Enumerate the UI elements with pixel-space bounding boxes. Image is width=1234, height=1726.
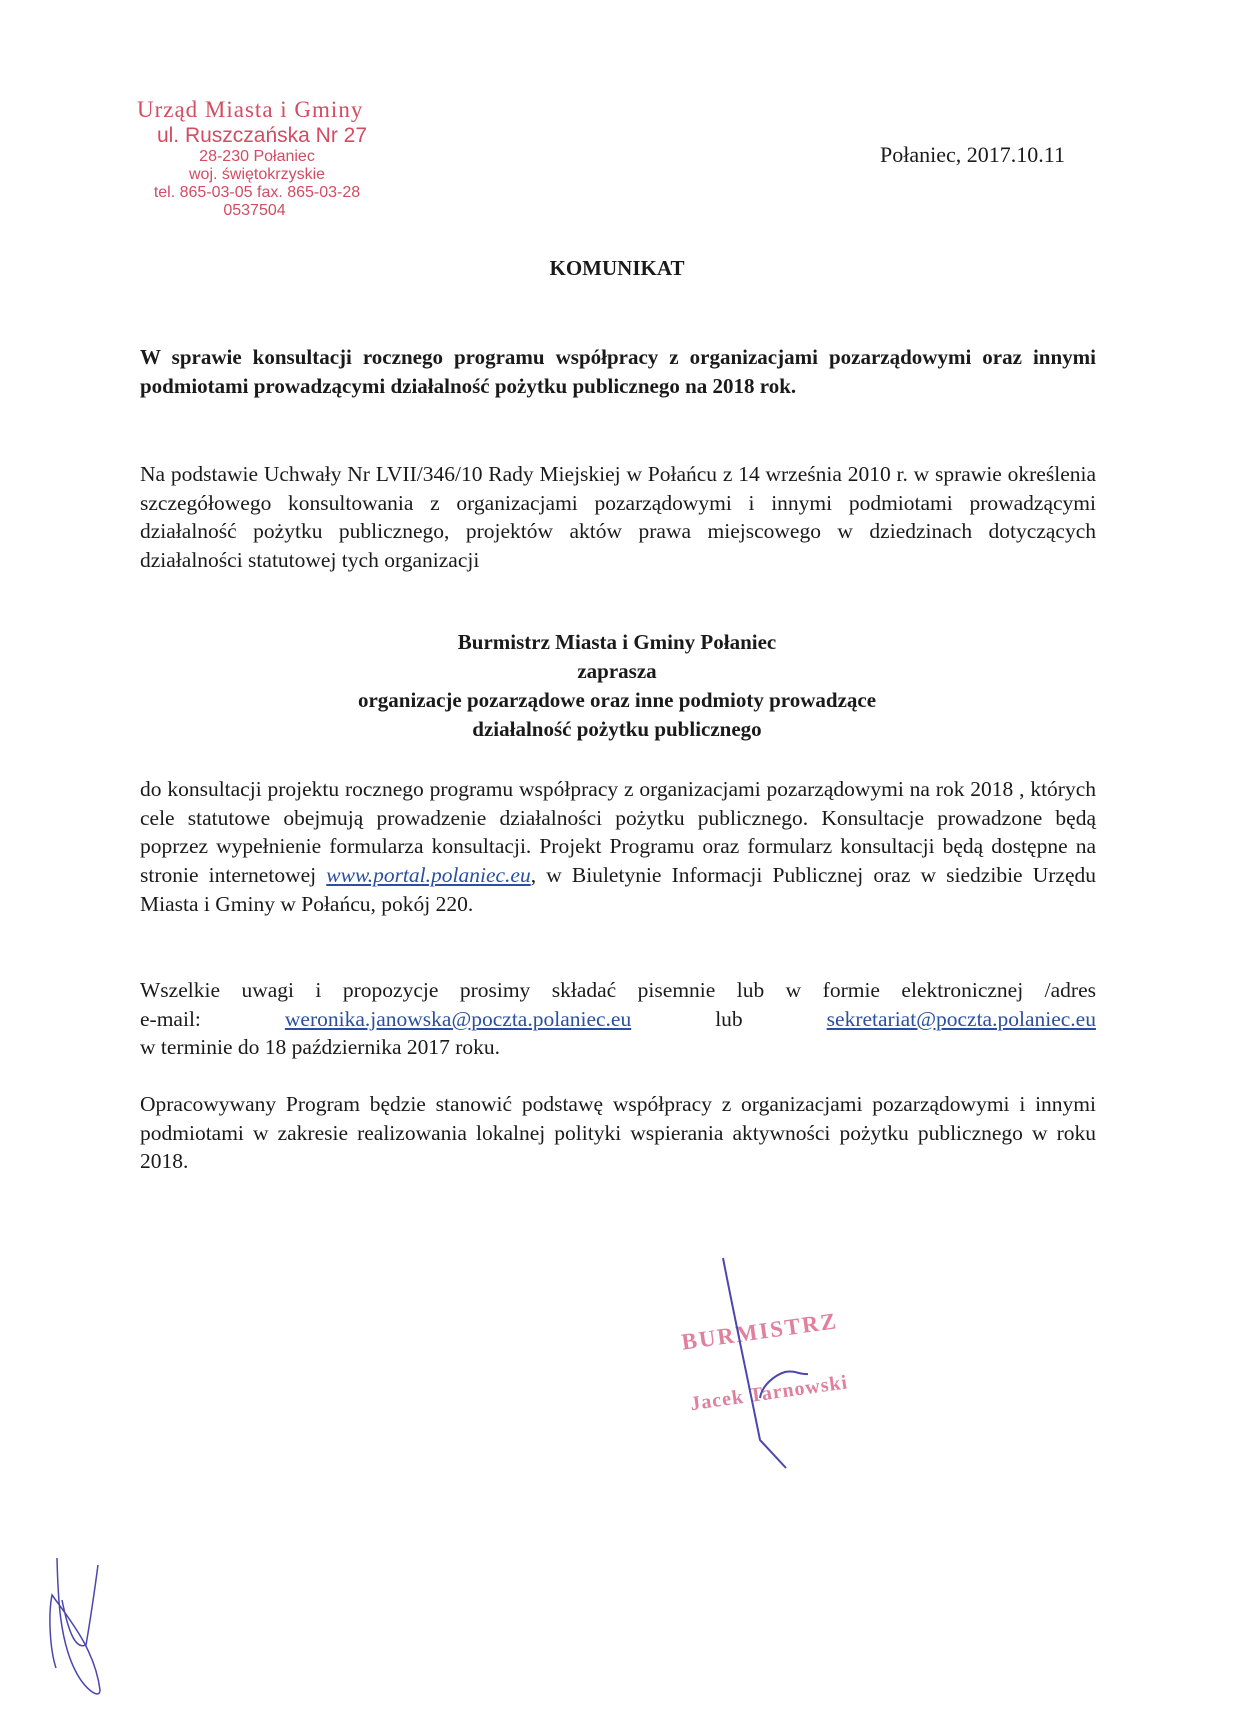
portal-link[interactable]: www.portal.polaniec.eu [326, 863, 531, 888]
stamp-office-name: Urząd Miasta i Gminy [137, 97, 364, 122]
deadline-line: w terminie do 18 października 2017 roku. [140, 1035, 501, 1060]
paragraph-legal-basis: Na podstawie Uchwały Nr LVII/346/10 Rady Miejskiej w Połańcu z 14 września 2010 r. w sprawie określenia szczegółowego konsultowania z organizacjami pozarządowymi i innymi podmiotami prowadzącymi działalność pożytku publicznego, projektów aktów prawa miejscowego w dziedzinach dotyczących działalności statutowej tych organizacji [140, 462, 1096, 573]
document-heading: KOMUNIKAT [549, 256, 685, 280]
document-subject: W sprawie konsultacji rocznego programu współpracy z organizacjami pozarządowymi oraz innymi podmiotami prowadzącymi działalność pożytku publicznego na 2018 rok. [140, 345, 1096, 398]
stamp-street: ul. Ruszczańska Nr 27 [156, 124, 368, 147]
stamp-region: woj. świętokrzyskie [188, 166, 326, 183]
invitation-line-organizations: organizacje pozarządowe oraz inne podmioty prowadzące [357, 688, 877, 712]
initials-signature-icon [50, 1558, 100, 1694]
contact-line: Wszelkie uwagi i propozycje prosimy składać pisemnie lub w formie elektronicznej /adres [140, 978, 1096, 1002]
stamp-postal: 28-230 Połaniec [199, 148, 315, 165]
invitation-line-invites: zaprasza [577, 659, 657, 683]
email-or: lub [715, 1006, 743, 1031]
mayor-stamp-name: Jacek Tarnowski [688, 1371, 850, 1416]
invitation-line-mayor: Burmistrz Miasta i Gminy Połaniec [457, 630, 777, 654]
invitation-line-activity: działalność pożytku publicznego [472, 717, 762, 741]
consultation-text-end: , w Biuletynie Informacji Publicznej oraz w siedzibie Urzędu Miasta i Gminy w Połańcu, pokój 220. [140, 863, 1097, 916]
mayor-signature-icon [723, 1258, 808, 1468]
email-label: e-mail: [140, 1006, 201, 1031]
consultation-text: do konsultacji projektu rocznego programu współpracy z organizacjami pozarządowymi na rok 2018 , których cele statutowe obejmują prowadzenie działalności pożytku publicznego. Konsultacje prowadzone będą poprzez wypełnienie formularza konsultacji. Projekt Programu oraz formularz konsultacji będą dostępne na stronie internetowej [140, 777, 1096, 888]
stamp-phone: tel. 865-03-05 fax. 865-03-28 [153, 184, 361, 201]
paragraph-closing: Opracowywany Program będzie stanowić podstawę współpracy z organizacjami pozarządowymi i innymi podmiotami w zakresie realizowania lokalnej polityki wspierania aktywności pożytku publicznego w roku 2018. [140, 1092, 1096, 1174]
mayor-stamp-title: BURMISTRZ [680, 1308, 840, 1355]
document-date: Połaniec, 2017.10.11 [880, 142, 1065, 167]
email-link-weronika[interactable]: weronika.janowska@poczta.polaniec.eu [284, 1006, 632, 1031]
email-link-sekretariat[interactable]: sekretariat@poczta.polaniec.eu [826, 1006, 1096, 1031]
stamp-regon: 0537504 [223, 202, 286, 219]
